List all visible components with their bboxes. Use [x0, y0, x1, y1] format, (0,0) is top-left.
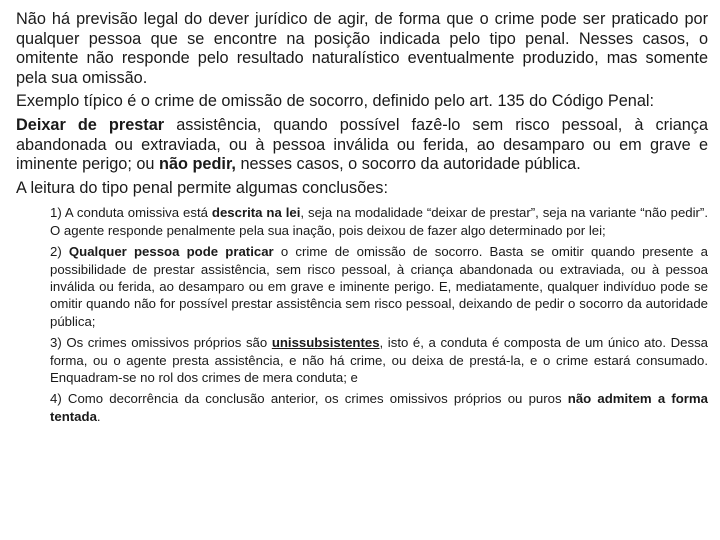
- conclusion-3-highlight: unissubsistentes: [271, 335, 380, 351]
- conclusion-1-highlight: descrita na lei: [211, 205, 301, 221]
- bold-nao-pedir: não pedir,: [159, 155, 236, 174]
- article-text-tail: nesses casos, o socorro da autoridade pública.: [235, 155, 581, 174]
- paragraph-no-legal-duty: Não há previsão legal do dever jurídico de agir, de forma que o crime pode ser praticado por qualquer pessoa que se encontre na posição indicada pelo tipo penal. Nesses casos, o omitente não responde pelo resultado naturalístico eventualmente produzido, mas somente pela sua omissão.: [16, 10, 708, 87]
- paragraph-article-135: [16, 116, 708, 175]
- paragraph-typical-example: Exemplo típico é o crime de omissão de socorro, definido pelo art. 135 do Código Penal:: [16, 92, 655, 111]
- bold-deixar-de-prestar: Deixar de prestar: [16, 115, 165, 134]
- conclusion-2-highlight: Qualquer pessoa pode praticar: [68, 244, 274, 260]
- conclusion-2: 2) Qualquer pessoa pode praticar o crime de omissão de socorro. Basta se omitir quando presente a possibilidade de prestar assistência, sem risco pessoal, à criança abandonada ou extraviada, ou à pessoa inválida ou ferida, ao desamparo ou em grave e iminente perigo. E, mediatamente, qualquer indivíduo pode se omitir quando não for possível prestar assistência sem risco pessoal, deixando de pedir o socorro da autoridade pública;: [50, 244, 708, 329]
- article-text: assistência, quando possível fazê-lo sem risco pessoal, à criança abandonada ou extraviada, ou à pessoa inválida ou ferida, ao desamparo ou em grave e iminente perigo; ou: [16, 115, 708, 174]
- conclusion-1: 1) A conduta omissiva está descrita na lei, seja na modalidade “deixar de prestar”, seja na variante “não pedir”. O agente responde penalmente pela sua inação, pois deixou de fazer algo determinado por lei;: [50, 205, 708, 238]
- conclusions-list: [50, 204, 708, 425]
- conclusion-3: 3) Os crimes omissivos próprios são unissubsistentes, isto é, a conduta é composta de um único ato. Dessa forma, ou o agente presta assistência, e não há crime, ou deixa de prestá-la, e o crime estará consumado. Enquadram-se no rol dos crimes de mera conduta; e: [50, 335, 708, 385]
- main-text: [16, 10, 708, 198]
- conclusion-4: 4) Como decorrência da conclusão anterior, os crimes omissivos próprios ou puros não admitem a forma tentada.: [50, 391, 708, 424]
- paragraph-conclusions-intro: A leitura do tipo penal permite algumas conclusões:: [16, 178, 388, 197]
- conclusion-4-highlight: não admitem a forma tentada: [50, 391, 708, 424]
